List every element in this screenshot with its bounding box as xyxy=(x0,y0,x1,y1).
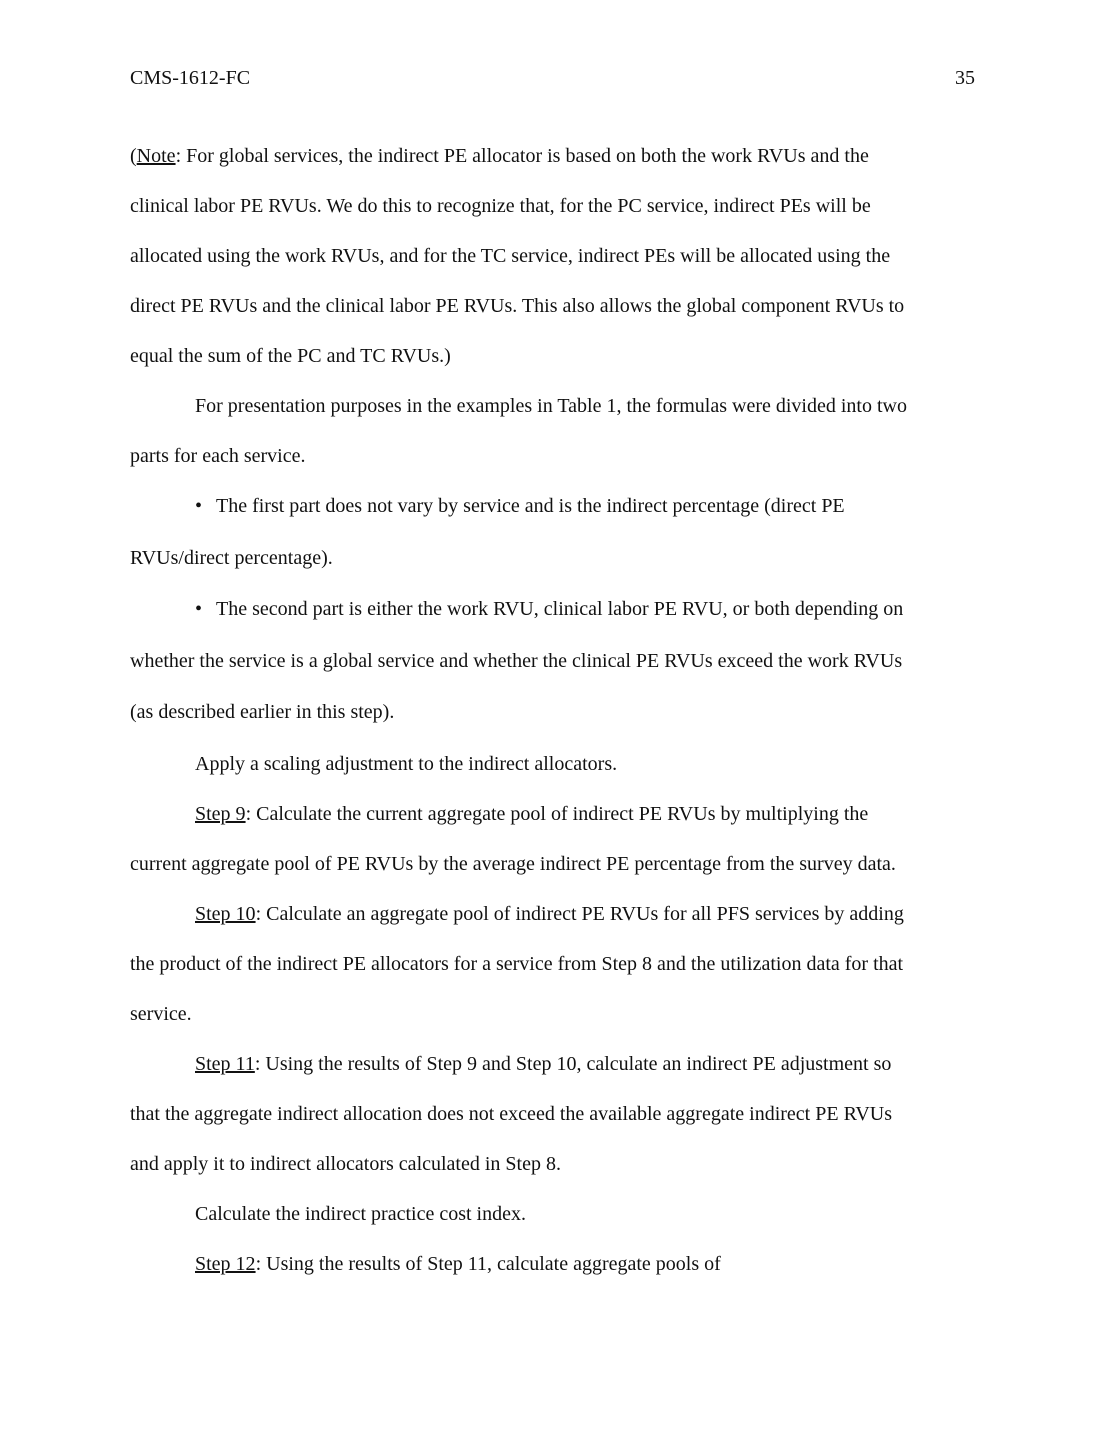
step-text: : Using the results of Step 9 and Step 10, calculate an indirect PE adjustment so that the aggregate indirect allocation does not exceed the available aggregate indirect PE RVUs and apply it to indirect allocators calculated in Step 8. xyxy=(130,1052,892,1175)
note-text: : For global services, the indirect PE allocator is based on both the work RVUs and the clinical labor PE RVUs. We do this to recognize that, for the PC service, indirect PEs will be allocated using the work RVUs, and for the TC service, indirect PEs will be allocated using the direct PE RVUs and the clinical labor PE RVUs. This also allows the global component RVUs to equal the sum of the PC and TC RVUs.) xyxy=(130,145,905,367)
step-9-paragraph xyxy=(130,789,920,889)
presentation-paragraph: For presentation purposes in the examples in Table 1, the formulas were divided into two parts for each service. xyxy=(130,395,907,467)
step-label: Step 12 xyxy=(195,1252,256,1275)
note-label: Note xyxy=(136,145,176,167)
bullet-text: The second part is either the work RVU, clinical labor PE RVU, or both depending on whether the service is a global service and whether the clinical PE RVUs exceed the work RVUs (as described earlier in this step). xyxy=(130,598,904,723)
scaling-heading: Apply a scaling adjustment to the indirect allocators. xyxy=(195,752,618,775)
step-text: : Calculate the current aggregate pool of indirect PE RVUs by multiplying the current aggregate pool of PE RVUs by the average indirect PE percentage from the survey data. xyxy=(130,802,896,875)
step-label: Step 11 xyxy=(195,1052,255,1075)
step-label: Step 10 xyxy=(195,902,256,925)
index-heading: Calculate the indirect practice cost index. xyxy=(195,1202,526,1225)
document-body xyxy=(130,131,920,1289)
bullet-item-1 xyxy=(130,481,920,584)
step-11-paragraph xyxy=(130,1039,920,1189)
note-open-paren: ( xyxy=(130,145,137,167)
step-text: : Calculate an aggregate pool of indirect PE RVUs for all PFS services by adding the product of the indirect PE allocators for a service from Step 8 and the utilization data for that service. xyxy=(130,902,904,1025)
bullet-item-2 xyxy=(130,584,920,739)
document-id: CMS-1612-FC xyxy=(130,67,251,89)
bullet-icon: • xyxy=(195,598,203,620)
bullet-icon: • xyxy=(195,495,203,517)
step-12-paragraph xyxy=(130,1239,920,1289)
step-label: Step 9 xyxy=(195,802,246,825)
page-number: 35 xyxy=(955,67,975,89)
step-10-paragraph xyxy=(130,889,920,1039)
note-paragraph xyxy=(130,131,920,381)
bullet-text: The first part does not vary by service and is the indirect percentage (direct PE RVUs/direct percentage). xyxy=(130,495,845,569)
step-text: : Using the results of Step 11, calculate aggregate pools of xyxy=(255,1252,721,1275)
